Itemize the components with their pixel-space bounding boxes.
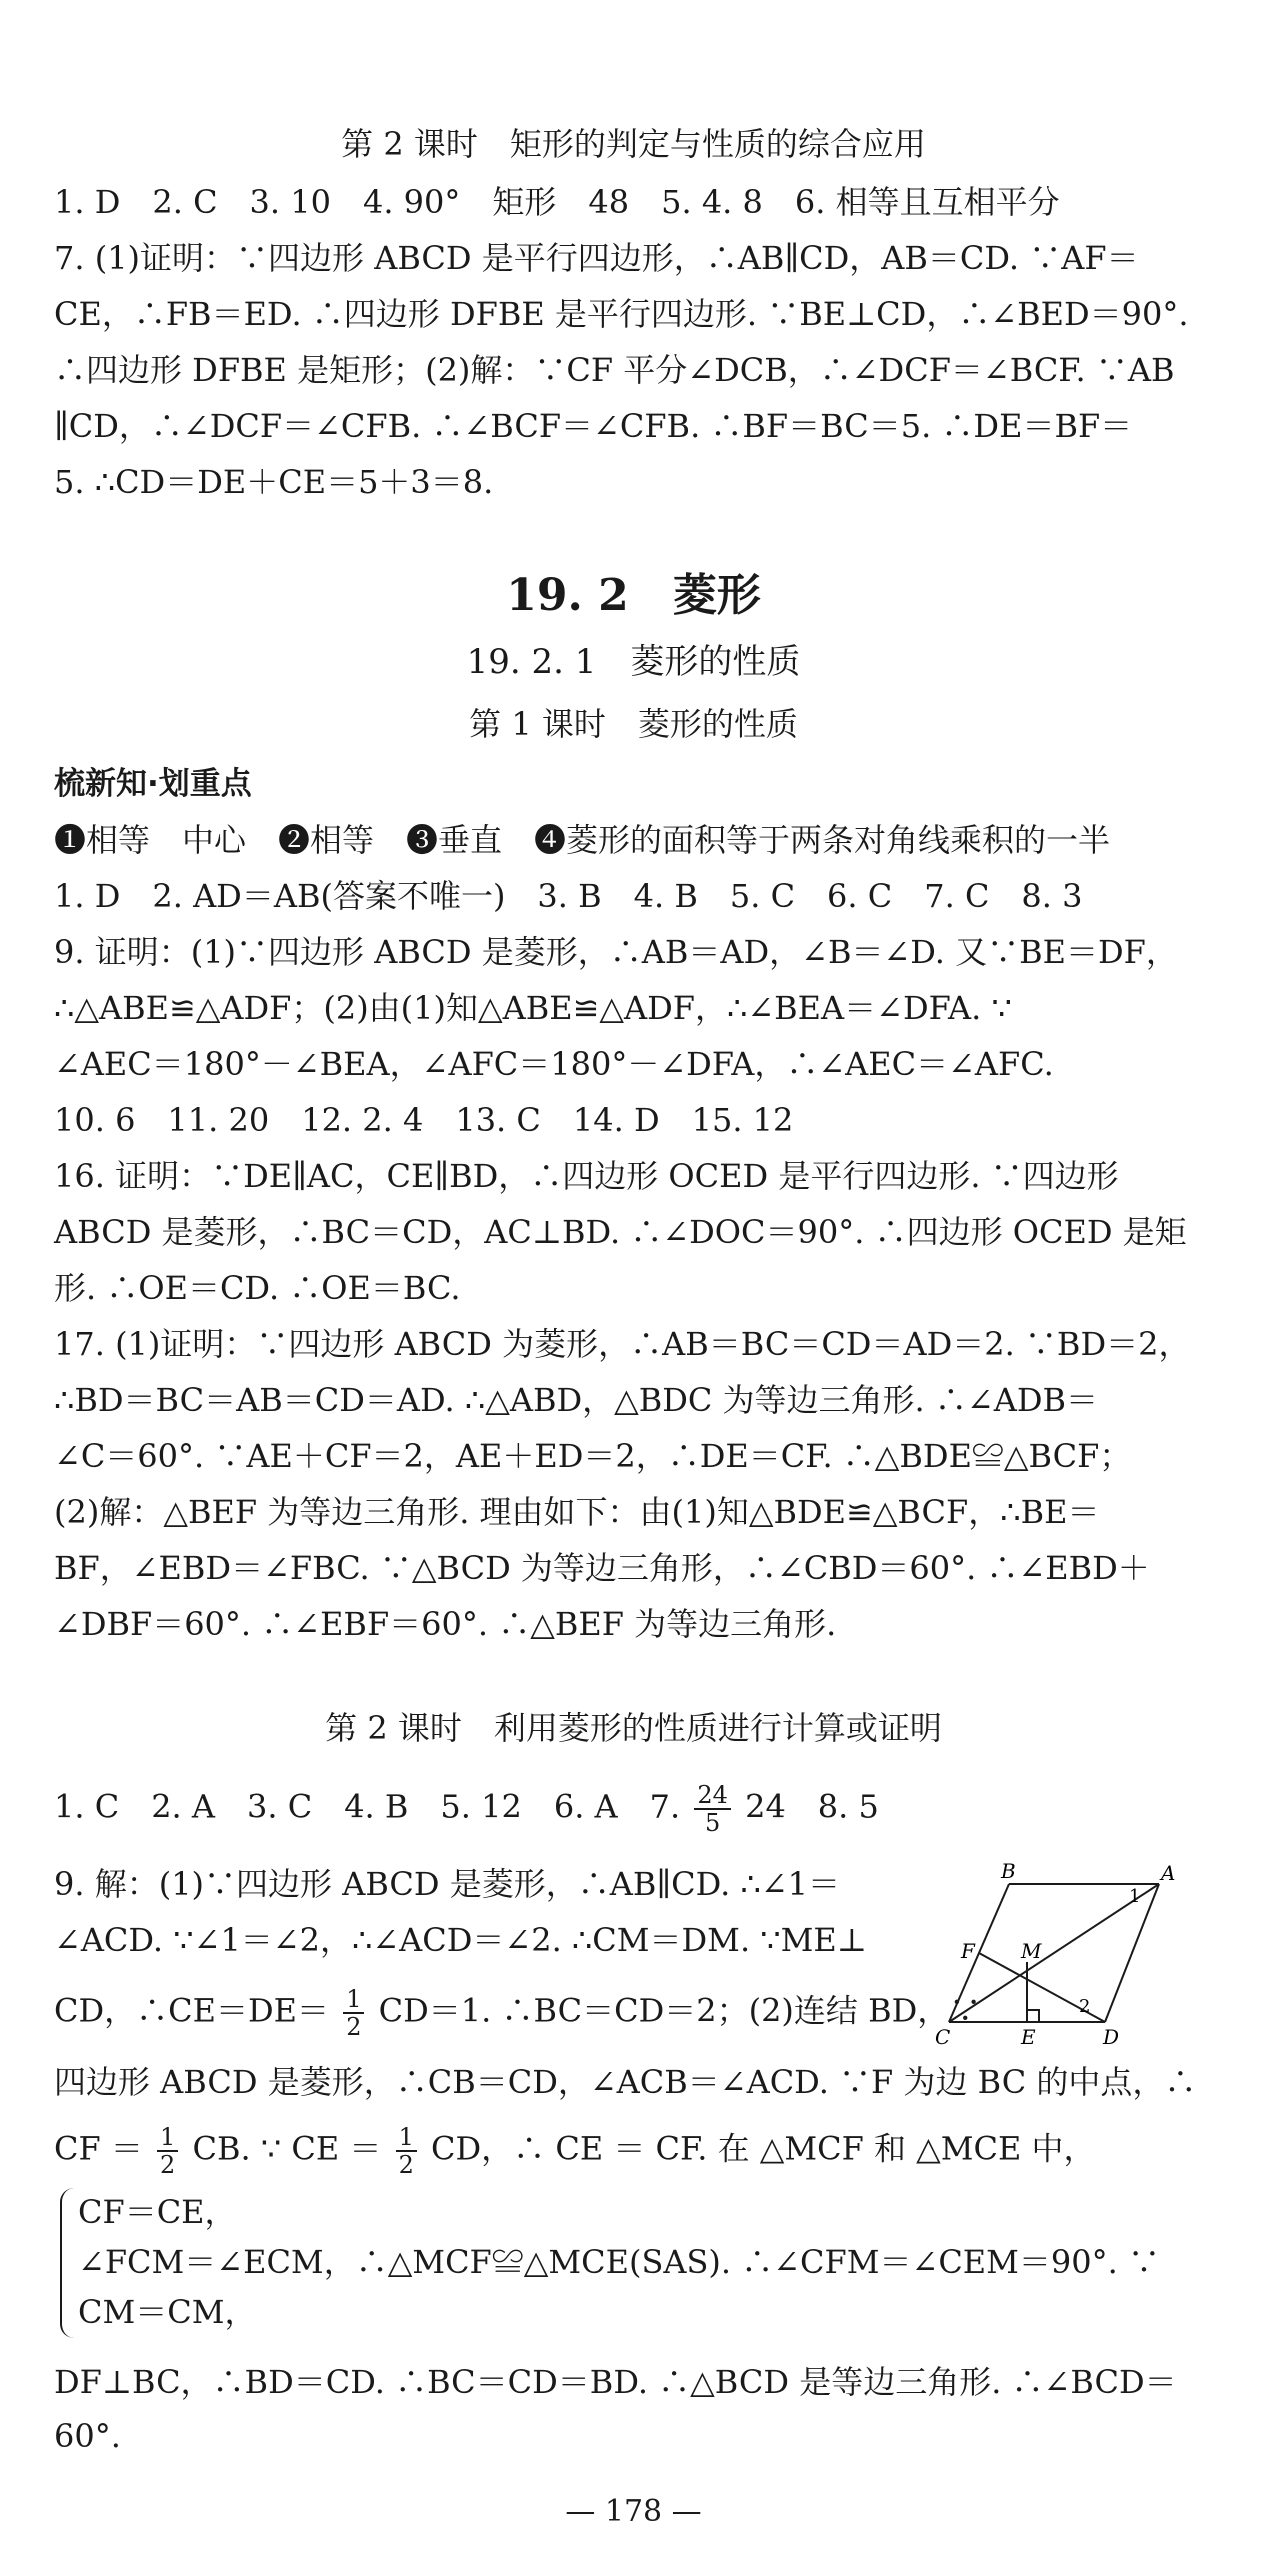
text-line: ∠C＝60°. ∵AE＋CF＝2，AE＋ED＝2，∴DE＝CF. ∴△BDE≌△BCF； [54,1437,1132,1475]
text-line: (2)解：△BEF 为等边三角形. 理由如下：由(1)知△BDE≌△BCF，∴BE＝ [54,1493,1100,1531]
text-line: ❶相等 中心 ❷相等 ❸垂直 ❹菱形的面积等于两条对角线乘积的一半 [54,821,1111,859]
text-line: BF，∠EBD＝∠FBC. ∵△BCD 为等边三角形，∴∠CBD＝60°. ∴∠EBD＋ [54,1549,1150,1587]
page-number: — 178 — [565,2494,702,2529]
label-angle-2: 2 [1079,1996,1091,2017]
text-line: 7. (1)证明：∵四边形 ABCD 是平行四边形，∴AB∥CD，AB＝CD. ∵AF＝ [54,239,1139,277]
text-line: 17. (1)证明：∵四边形 ABCD 为菱形，∴AB＝BC＝CD＝AD＝2. ∵BD＝2， [54,1325,1191,1363]
fraction-1-2 [157,2124,178,2178]
fraction-numerator: 1 [157,2124,178,2152]
label-c: C [935,2025,951,2047]
right-angle-mark [1027,2010,1039,2022]
text-line: 60°. [54,2417,121,2455]
subsection-title: 19. 2. 1 菱形的性质 [466,642,801,682]
fraction-denominator: 2 [398,2151,414,2179]
text-line: ∠AEC＝180°－∠BEA，∠AFC＝180°－∠DFA，∴∠AEC＝∠AFC. [54,1045,1054,1083]
text-part: CD，∴ CE ＝ CF. 在 △MCF 和 △MCE 中， [431,2129,1096,2168]
system-line: ∠FCM＝∠ECM，∴△MCF≌△MCE(SAS). ∴∠CFM＝∠CEM＝90°. ∵ [78,2243,1160,2281]
lesson-heading-top: 第 2 课时 矩形的判定与性质的综合应用 [341,125,926,163]
label-e: E [1021,2025,1036,2047]
text-line: 9. 解：(1)∵四边形 ABCD 是菱形，∴AB∥CD. ∴∠1＝ [54,1865,841,1903]
text-line: 1. D 2. AD＝AB(答案不唯一) 3. B 4. B 5. C 6. C 7. C 8. 3 [54,877,1083,915]
text-part: CF ＝ [54,2129,143,2168]
equation-brace [60,2188,76,2338]
lesson-heading-bottom: 第 2 课时 利用菱形的性质进行计算或证明 [325,1709,942,1747]
answers-part-a: 1. C 2. A 3. C 4. B 5. 12 6. A 7. [54,1787,681,1826]
text-line: ∴四边形 DFBE 是矩形；(2)解：∵CF 平分∠DCB，∴∠DCF＝∠BCF. ∵AB [54,351,1175,389]
label-angle-1: 1 [1129,1886,1141,1907]
answers-part-b: 24 8. 5 [745,1787,879,1826]
knowledge-label: 梳新知·划重点 [54,766,252,802]
system-line: CM＝CM， [78,2293,257,2331]
text-line: 形. ∴OE＝CD. ∴OE＝BC. [54,1269,461,1307]
fraction-denominator: 5 [704,1809,721,1837]
text-line: 10. 6 11. 20 12. 2. 4 13. C 14. D 15. 12 [54,1101,794,1139]
fraction-numerator: 24 [694,1782,731,1810]
text-line-fraction [54,1985,982,2041]
text-line-fraction [54,2124,1213,2178]
text-line: 9. 证明：(1)∵四边形 ABCD 是菱形，∴AB＝AD，∠B＝∠D. 又∵BE＝DF， [54,933,1178,971]
text-line: 16. 证明：∵DE∥AC，CE∥BD，∴四边形 OCED 是平行四边形. ∵四边形 [54,1157,1119,1195]
text-line: ∴BD＝BC＝AB＝CD＝AD. ∴△ABD，△BDC 为等边三角形. ∴∠ADB＝ [54,1381,1098,1419]
fraction-1-2 [343,1986,364,2040]
label-b: B [1001,1862,1016,1883]
label-m: M [1021,1939,1042,1963]
text-line: 四边形 ABCD 是菱形，∴CB＝CD，∠ACB＝∠ACD. ∵F 为边 BC 的中点，∴ [54,2063,1197,2101]
text-part: CB. ∵ CE ＝ [192,2129,382,2168]
answers-line [54,1782,1213,1836]
text-part: CD＝1. ∴BC＝CD＝2；(2)连结 BD，∵ [378,1991,982,2030]
system-line: CF＝CE， [78,2193,237,2231]
label-f: F [961,1939,975,1963]
text-line: 5. ∴CD＝DE＋CE＝5＋3＝8. [54,463,494,501]
lesson-heading: 第 1 课时 菱形的性质 [469,705,798,743]
fraction-1-2 [396,2124,417,2178]
text-part: CD，∴CE＝DE＝ [54,1991,330,2030]
rhombus-figure [935,1862,1215,2047]
section-title: 19. 2 菱形 [506,570,761,621]
fraction-denominator: 2 [160,2151,176,2179]
fraction-numerator: 1 [343,1986,364,2014]
label-d: D [1103,2025,1120,2047]
label-a: A [1161,1862,1176,1885]
fraction-24-5 [694,1782,731,1836]
text-line: ∠DBF＝60°. ∴∠EBF＝60°. ∴△BEF 为等边三角形. [54,1605,837,1643]
text-line: ∥CD，∴∠DCF＝∠CFB. ∴∠BCF＝∠CFB. ∴BF＝BC＝5. ∴DE＝BF＝ [54,407,1133,445]
text-line: ∴△ABE≌△ADF；(2)由(1)知△ABE≌△ADF，∴∠BEA＝∠DFA. ∵ [54,989,1012,1027]
fraction-numerator: 1 [396,2124,417,2152]
text-line: 1. D 2. C 3. 10 4. 90° 矩形 48 5. 4. 8 6. 相等且互相平分 [54,183,1060,221]
text-line: ∠ACD. ∵∠1＝∠2，∴∠ACD＝∠2. ∴CM＝DM. ∵ME⊥ [54,1921,867,1959]
fraction-denominator: 2 [346,2013,362,2041]
text-line: CE，∴FB＝ED. ∴四边形 DFBE 是平行四边形. ∵BE⊥CD，∴∠BED＝90°. [54,295,1189,333]
text-line: ABCD 是菱形，∴BC＝CD，AC⊥BD. ∴∠DOC＝90°. ∴四边形 OCED 是矩 [54,1213,1187,1251]
text-line: DF⊥BC，∴BD＝CD. ∴BC＝CD＝BD. ∴△BCD 是等边三角形. ∴∠BCD＝ [54,2363,1177,2401]
